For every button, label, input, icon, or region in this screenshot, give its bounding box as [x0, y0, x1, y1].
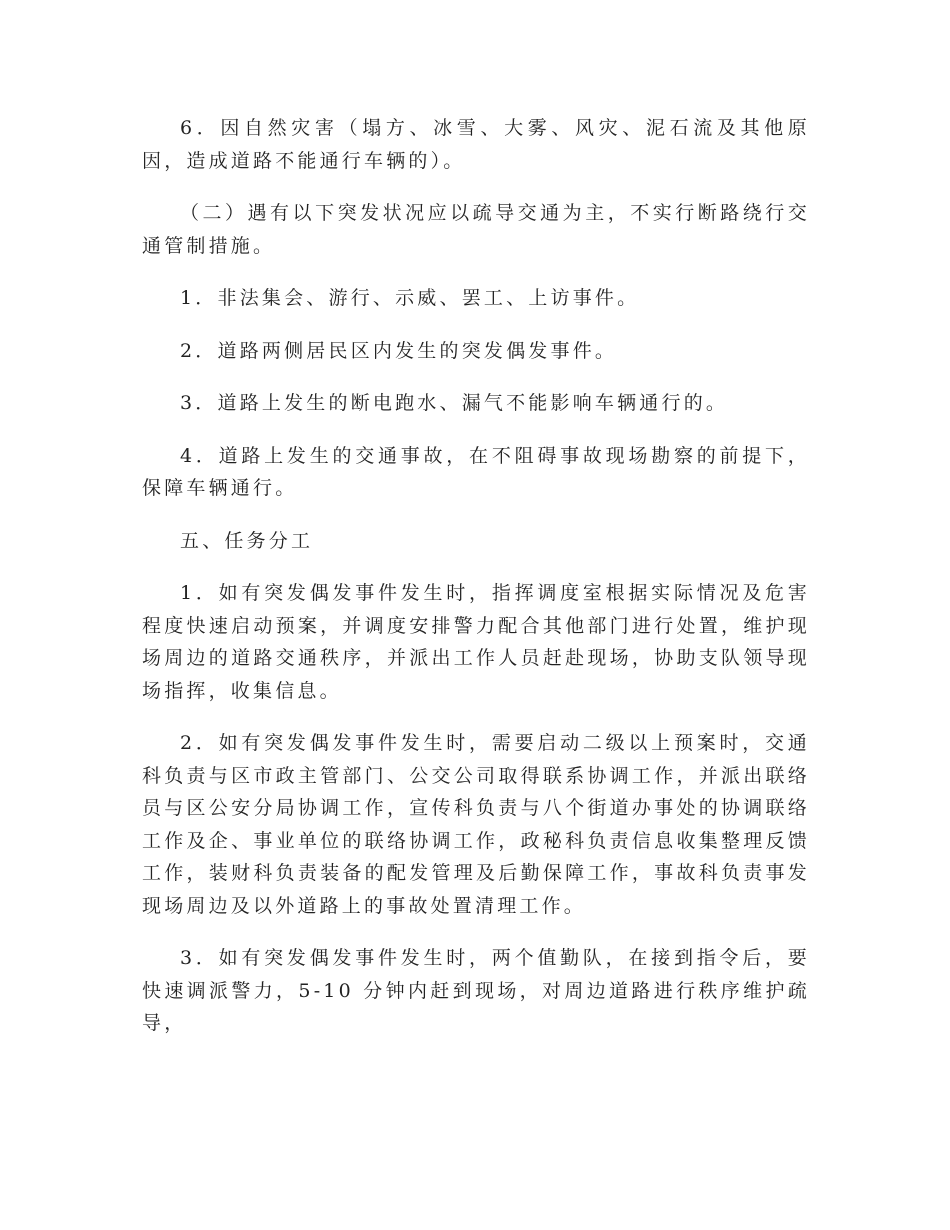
- paragraph-item-1: 1．非法集会、游行、示威、罢工、上访事件。: [180, 287, 640, 309]
- paragraph-task-3: 3．如有突发偶发事件发生时，两个值勤队，在接到指令后，要快速调派警力，5-10 分钟内赶到现场，对周边道路进行秩序维护疏导，: [142, 947, 810, 1034]
- paragraph-task-1: 1．如有突发偶发事件发生时，指挥调度室根据实际情况及危害程度快速启动预案，并调度安排警力配合其他部门进行处置，维护现场周边的道路交通秩序，并派出工作人员赶赴现场，协助支队领导现场指挥，收集信息。: [142, 582, 810, 702]
- paragraph-section-two: （二）遇有以下突发状况应以疏导交通为主，不实行断路绕行交通管制措施。: [142, 202, 810, 257]
- paragraph-task-2: 2．如有突发偶发事件发生时，需要启动二级以上预案时，交通科负责与区市政主管部门、公交公司取得联系协调工作，并派出联络员与区公安分局协调工作，宣传科负责与八个街道办事处的协调联络工作及企、事业单位的联络协调工作，政秘科负责信息收集整理反馈工作，装财科负责装备的配发管理及后勤保障工作，事故科负责事发现场周边及以外道路上的事故处置清理工作。: [142, 732, 810, 917]
- document-page: [142, 112, 810, 1060]
- section-heading-task-division: 五、任务分工: [180, 529, 314, 552]
- paragraph-item-2: 2．道路两侧居民区内发生的突发偶发事件。: [180, 339, 618, 362]
- paragraph-item-3: 3．道路上发生的断电跑水、漏气不能影响车辆通行的。: [180, 392, 729, 414]
- paragraph-natural-disaster: 6．因自然灾害（塌方、冰雪、大雾、风灾、泥石流及其他原因，造成道路不能通行车辆的）。: [142, 117, 810, 172]
- paragraph-item-4: 4．道路上发生的交通事故，在不阻碍事故现场勘察的前提下，保障车辆通行。: [142, 444, 810, 499]
